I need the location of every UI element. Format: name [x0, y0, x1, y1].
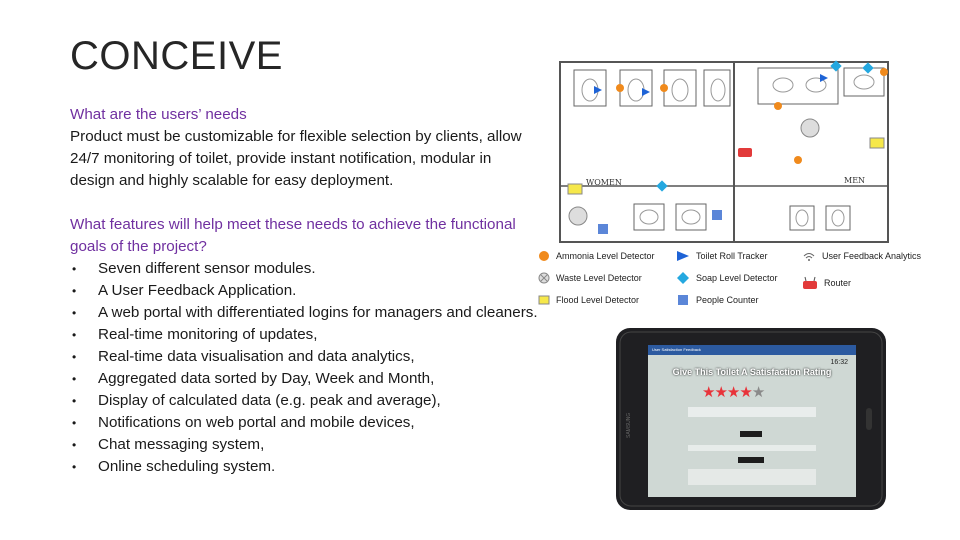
- list-item: [70, 324, 540, 346]
- tablet-brand: SAMSUNG: [626, 412, 632, 438]
- feature-text: A User Feedback Application.: [98, 282, 297, 299]
- legend-label: Toilet Roll Tracker: [696, 251, 768, 261]
- list-item: [70, 302, 540, 324]
- star-icon[interactable]: ★: [714, 384, 727, 401]
- legend-item: [676, 294, 759, 306]
- follow-up-text: [688, 445, 816, 451]
- star-rating[interactable]: [702, 383, 764, 401]
- slide-body: [70, 104, 540, 478]
- list-item: [70, 346, 540, 368]
- legend-item: [538, 250, 655, 262]
- crossed-circle-icon: [538, 272, 550, 284]
- star-icon[interactable]: ★: [739, 384, 752, 401]
- bullet-icon: •: [72, 306, 77, 320]
- blue-triangle-icon: [676, 250, 690, 262]
- bullet-icon: •: [72, 372, 77, 386]
- app-bar: User Satisfaction Feedback: [648, 345, 856, 355]
- features-list: [70, 258, 540, 478]
- feature-text: Real-time monitoring of updates,: [98, 326, 318, 343]
- list-item: [70, 412, 540, 434]
- legend-item: [802, 276, 851, 290]
- router-icon: [802, 276, 818, 290]
- legend-label: Router: [824, 278, 852, 288]
- legend-item: [538, 294, 639, 306]
- list-item: [70, 390, 540, 412]
- star-icon[interactable]: ★: [726, 384, 740, 401]
- cyan-diamond-icon: [676, 272, 690, 284]
- feature-text: Real-time data visualisation and data analytics,: [98, 348, 415, 365]
- list-item: [70, 368, 540, 390]
- wifi-icon: [802, 250, 816, 262]
- orange-circle-icon: [538, 250, 550, 262]
- legend-item: [676, 272, 778, 284]
- feature-text: Online scheduling system.: [98, 458, 276, 475]
- legend-label: Flood Level Detector: [556, 295, 640, 305]
- bullet-icon: •: [72, 262, 77, 276]
- tablet-screen: [648, 345, 856, 497]
- bullet-icon: •: [72, 284, 77, 298]
- feature-text: A web portal with differentiated logins for managers and cleaners.: [98, 304, 538, 321]
- list-item: [70, 456, 540, 478]
- sensor-legend: [536, 246, 936, 312]
- feature-text: Display of calculated data (e.g. peak and average),: [98, 392, 441, 409]
- yellow-square-icon: [538, 294, 550, 306]
- legend-item: [676, 250, 768, 262]
- list-item: [70, 258, 540, 280]
- men-label: MEN: [844, 176, 866, 185]
- bullet-icon: •: [72, 460, 77, 474]
- needs-text: Product must be customizable for flexible selection by clients, allow 24/7 monitoring of toilet, provide instant notification, modular in design and highly scalable for easy deployment.: [70, 128, 522, 189]
- list-item: [70, 280, 540, 302]
- feature-text: Seven different sensor modules.: [98, 260, 316, 277]
- slide-title: CONCEIVE: [70, 34, 283, 78]
- legend-label: People Counter: [696, 295, 759, 305]
- feature-text: Notifications on web portal and mobile devices,: [98, 414, 415, 431]
- legend-label: User Feedback Analytics: [822, 251, 922, 261]
- contact-info: [688, 469, 816, 485]
- feature-text: Aggregated data sorted by Day, Week and Month,: [98, 370, 435, 387]
- contact-button[interactable]: [738, 457, 764, 463]
- women-label: WOMEN: [586, 178, 622, 187]
- bullet-icon: •: [72, 438, 77, 452]
- bullet-icon: •: [72, 350, 77, 364]
- legend-label: Soap Level Detector: [696, 273, 778, 283]
- submit-button[interactable]: [740, 431, 762, 437]
- legend-label: Waste Level Detector: [556, 273, 642, 283]
- legend-item: [802, 250, 921, 262]
- bullet-icon: •: [72, 416, 77, 430]
- list-item: [70, 434, 540, 456]
- rating-heading: Give This Toilet A Satisfaction Rating: [672, 367, 832, 377]
- feature-text: Chat messaging system,: [98, 436, 265, 453]
- floor-plan-diagram: [558, 60, 890, 244]
- bullet-icon: •: [72, 394, 77, 408]
- feedback-prompt: [688, 407, 816, 417]
- star-icon[interactable]: ★: [751, 384, 765, 401]
- bullet-icon: •: [72, 328, 77, 342]
- star-icon[interactable]: ★: [702, 384, 715, 401]
- features-heading: What features will help meet these needs to achieve the functional goals of the project?: [70, 216, 516, 255]
- legend-item: [538, 272, 642, 284]
- legend-label: Ammonia Level Detector: [556, 251, 655, 261]
- needs-heading: What are the users’ needs: [70, 106, 247, 123]
- blue-plus-icon: [676, 294, 690, 306]
- clock: 16:32: [830, 359, 848, 366]
